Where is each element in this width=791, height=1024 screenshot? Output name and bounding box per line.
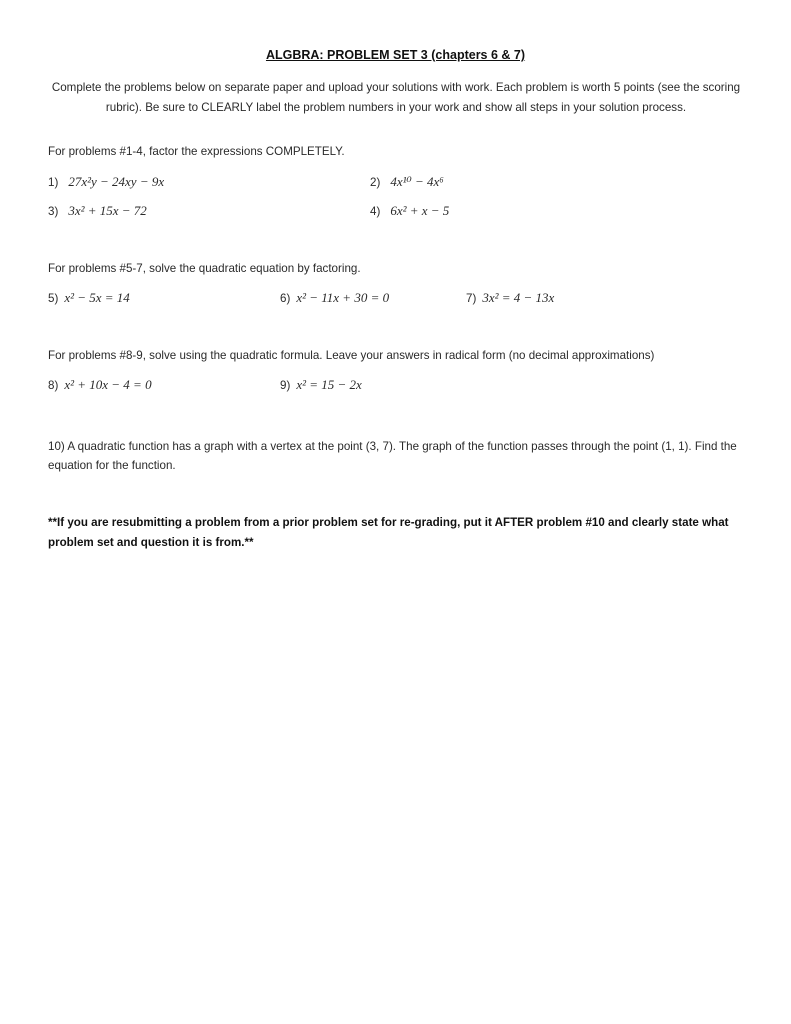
problem-number: 8) <box>48 379 59 392</box>
problem-number: 6) <box>280 292 291 305</box>
problem-number: 1) <box>48 176 59 189</box>
intro-paragraph: Complete the problems below on separate paper and upload your solutions with work. Each problem is worth 5 points (see the scoring rubric). Be sure to CLEARLY label the problem numbers in your work and show all steps in your solution process. <box>51 81 741 114</box>
problem-number: 7) <box>466 292 477 305</box>
problem-1 <box>48 174 164 190</box>
problem-expression: 27x²y − 24xy − 9x <box>68 174 165 189</box>
problem-number: 3) <box>48 205 59 218</box>
problem-8 <box>48 377 152 393</box>
problem-4 <box>370 203 449 219</box>
factor-instruction: For problems #1-4, factor the expressions COMPLETELY. <box>48 145 345 158</box>
problem-expression: 3x² + 15x − 72 <box>68 203 147 218</box>
problem-expression: 3x² = 4 − 13x <box>482 290 555 305</box>
problem-expression: x² + 10x − 4 = 0 <box>64 377 152 392</box>
problem-number: 4) <box>370 205 381 218</box>
problem-expression: x² = 15 − 2x <box>296 377 362 392</box>
problem-6 <box>280 290 389 306</box>
problem-number: 5) <box>48 292 59 305</box>
solve-factoring-instruction: For problems #5-7, solve the quadratic equation by factoring. <box>48 262 361 275</box>
quadratic-formula-instruction: For problems #8-9, solve using the quadratic formula. Leave your answers in radical form (no decimal approximations) <box>48 349 655 362</box>
problem-expression: x² − 5x = 14 <box>64 290 130 305</box>
problem-7 <box>466 290 554 306</box>
problem-expression: x² − 11x + 30 = 0 <box>296 290 390 305</box>
problem-2 <box>370 174 444 190</box>
resubmit-note: **If you are resubmitting a problem from a prior problem set for re-grading, put it AFTER problem #10 and clearly state what problem set and question it is from.** <box>48 516 729 549</box>
problem-number: 2) <box>370 176 381 189</box>
problem-number: 9) <box>280 379 291 392</box>
page-title: ALGBRA: PROBLEM SET 3 (chapters 6 & 7) <box>265 48 526 62</box>
problem-expression: 4x¹⁰ − 4x⁶ <box>390 174 444 189</box>
problem-5 <box>48 290 130 306</box>
problem-expression: 6x² + x − 5 <box>390 203 450 218</box>
problem-10: 10) A quadratic function has a graph with a vertex at the point (3, 7). The graph of the function passes through the point (1, 1). Find the equation for the function. <box>48 440 737 472</box>
problem-9 <box>280 377 362 393</box>
problem-3 <box>48 203 147 219</box>
